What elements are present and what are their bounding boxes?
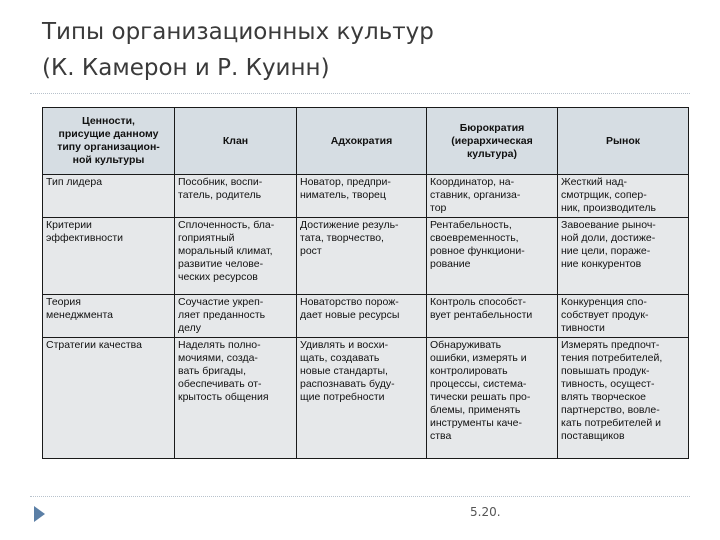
header-adhocracy: Адхократия — [297, 108, 427, 175]
table-row — [43, 338, 689, 459]
row-label: Критерии эффективности — [43, 218, 175, 295]
page-number: 5.20. — [470, 505, 501, 519]
table-cell: Рентабельность, своевременность, ровное функциони- рование — [427, 218, 558, 295]
row-label: Теория менеджмента — [43, 295, 175, 338]
table-row — [43, 295, 689, 338]
table-row — [43, 218, 689, 295]
table-cell: Сплоченность, бла- гоприятный моральный климат, развитие челове- ческих ресурсов — [175, 218, 297, 295]
title-line-1: Типы организационных культур — [42, 19, 434, 45]
row-label: Тип лидера — [43, 175, 175, 218]
table-cell: Достижение резуль- тата, творчество, рост — [297, 218, 427, 295]
table-cell: Контроль способст- вует рентабельности — [427, 295, 558, 338]
header-bureaucracy: Бюрократия (иерархическая культура) — [427, 108, 558, 175]
title-line-2: (К. Камерон и Р. Куинн) — [42, 55, 330, 81]
table-row — [43, 175, 689, 218]
table-cell: Удивлять и восхи- щать, создавать новые стандарты, распознавать буду- щие потребности — [297, 338, 427, 459]
table-cell: Пособник, воспи- татель, родитель — [175, 175, 297, 218]
triangle-bullet-icon — [34, 506, 45, 522]
top-divider — [30, 93, 690, 94]
table-cell: Измерять предпочт- тения потребителей, повышать продук- тивность, осущест- влять творческое партнерство, вовле- кать потребителей и поставщиков — [558, 338, 689, 459]
header-clan: Клан — [175, 108, 297, 175]
row-label: Стратегии качества — [43, 338, 175, 459]
table-cell: Наделять полно- мочиями, созда- вать бригады, обеспечивать от- крытость общения — [175, 338, 297, 459]
table-cell: Соучастие укреп- ляет преданность делу — [175, 295, 297, 338]
table-cell: Обнаруживать ошибки, измерять и контролировать процессы, система- тически решать про- блемы, применять инструменты каче- ства — [427, 338, 558, 459]
table-cell: Координатор, на- ставник, организа- тор — [427, 175, 558, 218]
culture-types-table — [42, 107, 689, 459]
bottom-divider — [30, 496, 690, 497]
table-cell: Новаторство порож- дает новые ресурсы — [297, 295, 427, 338]
table-cell: Жесткий над- смотрщик, сопер- ник, производитель — [558, 175, 689, 218]
table-header-row — [43, 108, 689, 175]
table-cell: Конкуренция спо- собствует продук- тивности — [558, 295, 689, 338]
header-values: Ценности, присущие данному типу организацион- ной культуры — [43, 108, 175, 175]
slide-title — [42, 14, 682, 86]
header-market: Рынок — [558, 108, 689, 175]
table-cell: Новатор, предпри- ниматель, творец — [297, 175, 427, 218]
table-cell: Завоевание рыноч- ной доли, достиже- ние цели, пораже- ние конкурентов — [558, 218, 689, 295]
